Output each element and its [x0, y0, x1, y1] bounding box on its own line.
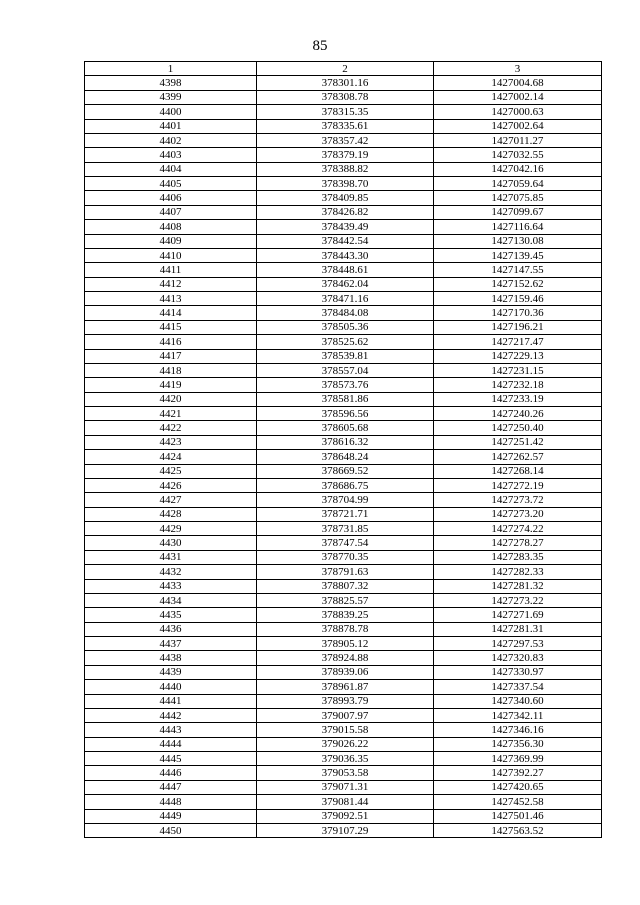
table-cell: 379071.31 [257, 780, 434, 794]
table-cell: 1427274.22 [434, 522, 602, 536]
table-row [85, 651, 602, 665]
table-cell: 1427099.67 [434, 205, 602, 219]
table-row [85, 263, 602, 277]
table-cell: 4440 [85, 680, 257, 694]
table-cell: 378462.04 [257, 277, 434, 291]
table-row [85, 780, 602, 794]
table-row [85, 335, 602, 349]
table-cell: 378825.57 [257, 593, 434, 607]
table-cell: 1427159.46 [434, 292, 602, 306]
table-cell: 4430 [85, 536, 257, 550]
table-cell: 1427283.35 [434, 550, 602, 564]
table-cell: 1427240.26 [434, 407, 602, 421]
table-cell: 4414 [85, 306, 257, 320]
table-cell: 378525.62 [257, 335, 434, 349]
table-cell: 4422 [85, 421, 257, 435]
table-cell: 4421 [85, 407, 257, 421]
table-cell: 378379.19 [257, 148, 434, 162]
table-cell: 4416 [85, 335, 257, 349]
table-row [85, 809, 602, 823]
column-header: 2 [257, 62, 434, 76]
table-cell: 379081.44 [257, 795, 434, 809]
table-cell: 1427278.27 [434, 536, 602, 550]
table-row [85, 191, 602, 205]
table-cell: 378443.30 [257, 248, 434, 262]
table-row [85, 579, 602, 593]
table-cell: 1427250.40 [434, 421, 602, 435]
table-cell: 1427000.63 [434, 105, 602, 119]
table-cell: 378398.70 [257, 177, 434, 191]
table-cell: 379092.51 [257, 809, 434, 823]
table-cell: 1427501.46 [434, 809, 602, 823]
table-row [85, 292, 602, 306]
table-cell: 378721.71 [257, 507, 434, 521]
table-cell: 1427346.16 [434, 723, 602, 737]
table-cell: 1427002.14 [434, 90, 602, 104]
table-cell: 378557.04 [257, 363, 434, 377]
table-cell: 1427233.19 [434, 392, 602, 406]
table-cell: 378505.36 [257, 320, 434, 334]
table-cell: 378648.24 [257, 450, 434, 464]
table-cell: 4424 [85, 450, 257, 464]
table-cell: 4413 [85, 292, 257, 306]
table-row [85, 277, 602, 291]
table-cell: 1427232.18 [434, 378, 602, 392]
table-cell: 4433 [85, 579, 257, 593]
table-row [85, 421, 602, 435]
table-cell: 1427452.58 [434, 795, 602, 809]
table-cell: 378605.68 [257, 421, 434, 435]
table-cell: 378596.56 [257, 407, 434, 421]
table-row [85, 680, 602, 694]
table-cell: 4417 [85, 349, 257, 363]
table-cell: 4399 [85, 90, 257, 104]
table-row [85, 248, 602, 262]
table-row [85, 536, 602, 550]
table-cell: 379036.35 [257, 752, 434, 766]
table-cell: 4450 [85, 823, 257, 837]
table-cell: 378335.61 [257, 119, 434, 133]
table-cell: 4446 [85, 766, 257, 780]
table-cell: 379007.97 [257, 708, 434, 722]
table-cell: 4425 [85, 464, 257, 478]
table-cell: 1427340.60 [434, 694, 602, 708]
table-cell: 378426.82 [257, 205, 434, 219]
table-cell: 1427273.22 [434, 593, 602, 607]
table-cell: 1427272.19 [434, 478, 602, 492]
table-cell: 1427130.08 [434, 234, 602, 248]
table-cell: 378939.06 [257, 665, 434, 679]
table-cell: 1427170.36 [434, 306, 602, 320]
table-cell: 4409 [85, 234, 257, 248]
table-cell: 1427152.62 [434, 277, 602, 291]
table-row [85, 766, 602, 780]
table-cell: 1427229.13 [434, 349, 602, 363]
page-number: 85 [312, 38, 328, 54]
table-cell: 378539.81 [257, 349, 434, 363]
table-row [85, 349, 602, 363]
table-cell: 4418 [85, 363, 257, 377]
table-cell: 4435 [85, 608, 257, 622]
table-row [85, 550, 602, 564]
table-cell: 4436 [85, 622, 257, 636]
table-cell: 4407 [85, 205, 257, 219]
table-row [85, 665, 602, 679]
table-cell: 1427032.55 [434, 148, 602, 162]
table-cell: 4426 [85, 478, 257, 492]
table-cell: 1427042.16 [434, 162, 602, 176]
table-cell: 4401 [85, 119, 257, 133]
table-row [85, 795, 602, 809]
table-row [85, 464, 602, 478]
table-cell: 378409.85 [257, 191, 434, 205]
table-cell: 1427262.57 [434, 450, 602, 464]
table-cell: 1427147.55 [434, 263, 602, 277]
table-cell: 378616.32 [257, 435, 434, 449]
table-row [85, 522, 602, 536]
table-cell: 378807.32 [257, 579, 434, 593]
table-cell: 4398 [85, 76, 257, 90]
table-cell: 378448.61 [257, 263, 434, 277]
table-cell: 4420 [85, 392, 257, 406]
table-cell: 1427342.11 [434, 708, 602, 722]
table-row [85, 637, 602, 651]
table-cell: 378315.35 [257, 105, 434, 119]
table-row [85, 148, 602, 162]
table-cell: 379107.29 [257, 823, 434, 837]
table-cell: 4441 [85, 694, 257, 708]
table-cell: 4411 [85, 263, 257, 277]
table-cell: 4445 [85, 752, 257, 766]
table-cell: 4412 [85, 277, 257, 291]
table-cell: 378484.08 [257, 306, 434, 320]
table-cell: 378905.12 [257, 637, 434, 651]
table-cell: 1427281.32 [434, 579, 602, 593]
table-cell: 1427273.20 [434, 507, 602, 521]
table-cell: 4405 [85, 177, 257, 191]
table-row [85, 694, 602, 708]
table-cell: 4431 [85, 550, 257, 564]
table-cell: 1427563.52 [434, 823, 602, 837]
table-cell: 378388.82 [257, 162, 434, 176]
table-cell: 4403 [85, 148, 257, 162]
table-cell: 1427002.64 [434, 119, 602, 133]
table-row [85, 565, 602, 579]
table-row [85, 493, 602, 507]
table-cell: 378308.78 [257, 90, 434, 104]
table-cell: 4443 [85, 723, 257, 737]
table-row [85, 105, 602, 119]
table-row [85, 363, 602, 377]
table-row [85, 162, 602, 176]
table-row [85, 435, 602, 449]
table-cell: 4444 [85, 737, 257, 751]
table-cell: 378357.42 [257, 133, 434, 147]
table-cell: 4442 [85, 708, 257, 722]
table-cell: 4449 [85, 809, 257, 823]
table-cell: 378961.87 [257, 680, 434, 694]
table-row [85, 450, 602, 464]
table-cell: 4400 [85, 105, 257, 119]
table-row [85, 119, 602, 133]
table-row [85, 234, 602, 248]
table-body [85, 76, 602, 838]
table-cell: 1427075.85 [434, 191, 602, 205]
table-cell: 378791.63 [257, 565, 434, 579]
table-cell: 1427271.69 [434, 608, 602, 622]
table-cell: 379053.58 [257, 766, 434, 780]
table-cell: 1427369.99 [434, 752, 602, 766]
table-cell: 1427320.83 [434, 651, 602, 665]
table-cell: 1427268.14 [434, 464, 602, 478]
table-cell: 378731.85 [257, 522, 434, 536]
table-cell: 378301.16 [257, 76, 434, 90]
table-cell: 379026.22 [257, 737, 434, 751]
table-cell: 378581.86 [257, 392, 434, 406]
table-row [85, 306, 602, 320]
table-row [85, 220, 602, 234]
table-cell: 1427297.53 [434, 637, 602, 651]
table-cell: 4428 [85, 507, 257, 521]
table-row [85, 177, 602, 191]
table-header-row [85, 62, 602, 76]
table-cell: 1427337.54 [434, 680, 602, 694]
table-cell: 4437 [85, 637, 257, 651]
table-cell: 378878.78 [257, 622, 434, 636]
table-cell: 1427356.30 [434, 737, 602, 751]
column-header: 3 [434, 62, 602, 76]
table-row [85, 90, 602, 104]
table-cell: 1427392.27 [434, 766, 602, 780]
table-cell: 1427011.27 [434, 133, 602, 147]
table-row [85, 507, 602, 521]
table-cell: 1427273.72 [434, 493, 602, 507]
table-cell: 379015.58 [257, 723, 434, 737]
table-cell: 4439 [85, 665, 257, 679]
table-row [85, 478, 602, 492]
table-cell: 378993.79 [257, 694, 434, 708]
table-cell: 1427116.64 [434, 220, 602, 234]
table-row [85, 593, 602, 607]
table-cell: 4432 [85, 565, 257, 579]
column-header: 1 [85, 62, 257, 76]
table-cell: 1427139.45 [434, 248, 602, 262]
table-cell: 1427059.64 [434, 177, 602, 191]
table-row [85, 752, 602, 766]
table-cell: 378471.16 [257, 292, 434, 306]
table-cell: 1427196.21 [434, 320, 602, 334]
table-row [85, 708, 602, 722]
table-cell: 4402 [85, 133, 257, 147]
table-cell: 4415 [85, 320, 257, 334]
table-row [85, 823, 602, 837]
table-row [85, 320, 602, 334]
table-cell: 1427282.33 [434, 565, 602, 579]
table-row [85, 378, 602, 392]
table-cell: 4419 [85, 378, 257, 392]
table-cell: 378669.52 [257, 464, 434, 478]
table-cell: 1427330.97 [434, 665, 602, 679]
table-row [85, 392, 602, 406]
table-cell: 378839.25 [257, 608, 434, 622]
table-cell: 378686.75 [257, 478, 434, 492]
table-row [85, 723, 602, 737]
table-cell: 4423 [85, 435, 257, 449]
table-cell: 378704.99 [257, 493, 434, 507]
table-cell: 378770.35 [257, 550, 434, 564]
table-cell: 4410 [85, 248, 257, 262]
table-cell: 4408 [85, 220, 257, 234]
table-row [85, 622, 602, 636]
table-cell: 4427 [85, 493, 257, 507]
table-cell: 4434 [85, 593, 257, 607]
table-cell: 1427251.42 [434, 435, 602, 449]
table-cell: 378439.49 [257, 220, 434, 234]
table-row [85, 205, 602, 219]
table-row [85, 407, 602, 421]
coordinates-table [84, 61, 602, 838]
table-cell: 378747.54 [257, 536, 434, 550]
table-row [85, 737, 602, 751]
table-cell: 378924.88 [257, 651, 434, 665]
table-cell: 4406 [85, 191, 257, 205]
table-cell: 4404 [85, 162, 257, 176]
table-cell: 4447 [85, 780, 257, 794]
table-cell: 378573.76 [257, 378, 434, 392]
table-cell: 1427420.65 [434, 780, 602, 794]
table-cell: 1427231.15 [434, 363, 602, 377]
table-row [85, 608, 602, 622]
table-cell: 1427281.31 [434, 622, 602, 636]
table-cell: 378442.54 [257, 234, 434, 248]
table-cell: 1427004.68 [434, 76, 602, 90]
table-cell: 4438 [85, 651, 257, 665]
table-cell: 1427217.47 [434, 335, 602, 349]
table-row [85, 76, 602, 90]
table-cell: 4448 [85, 795, 257, 809]
table-row [85, 133, 602, 147]
table-cell: 4429 [85, 522, 257, 536]
